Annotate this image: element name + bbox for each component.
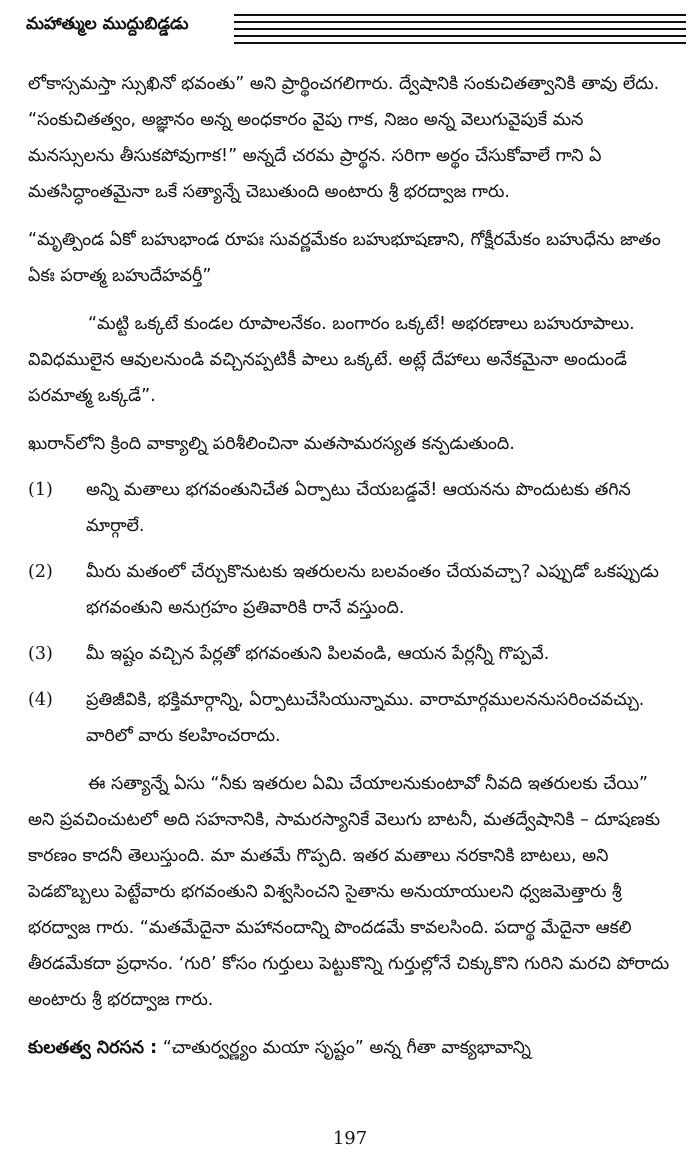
- header-rule: [234, 28, 686, 30]
- paragraph-3: ఖురాన్‌లోని క్రింది వాక్యాల్ని పరిశీలించినా మతసామరస్యత కన్పడుతుంది.: [28, 434, 515, 454]
- paragraph-5-text: “చాతుర్వర్ణ్యం మయా సృష్టం” అన్న గీతా వాక్యభావాన్ని: [157, 1038, 531, 1058]
- sanskrit-verse: “మృత్పిండ ఏకో బహుభాండ రూపః సువర్ణమేకం బహుభూషణాని, గోక్షీరమేకం బహుధేను జాతం ఏకః పరాత్మ బహుదేహవర్తీ”: [28, 230, 661, 286]
- list-text: అన్ని మతాలు భగవంతునిచేత ఏర్పాటు చేయబడ్డవే! ఆయనను పొందుటకు తగిన మార్గాలే.: [86, 480, 631, 536]
- list-number: (3): [28, 644, 53, 664]
- list-item: [28, 636, 672, 672]
- header-rules: [234, 14, 686, 49]
- list-number: (1): [28, 480, 53, 500]
- page-header: [26, 8, 686, 54]
- list-text: ప్రతిజీవికి, భక్తిమార్గాన్ని, ఏర్పాటుచేసియున్నాము. వారామార్గములననుసరించవచ్చు. వారిలో వారు కలహించరాదు.: [86, 690, 645, 746]
- paragraph-4: ఈ సత్యాన్నే ఏసు “నీకు ఇతరుల ఏమి చేయాలనుకుంటావో నీవది ఇతరులకు చేయి” అని ప్రవచించుటలో అది సహనానికి, సామరస్యానికే వెలుగు బాటనీ, మతద్వేషానికి – దూషణకు కారణం కాదనీ తెలుస్తుంది. మా మతమే గొప్పది. ఇతర మతాలు నరకానికి బాటలు, అని పెడబొబ్బలు పెట్టేవారు భగవంతుని విశ్వసించని సైతాను అనుయాయులని ధ్వజమెత్తారు శ్రీ భరద్వాజ గారు. “మతమేదైనా మహానందాన్ని పొందడమే కావలసింది. పదార్థ మేదైనా ఆకలి తీరడమేకదా ప్రధానం. ‘గురి’ కోసం గుర్తులు పెట్టుకొన్ని గుర్తుల్లోనే చిక్కుకొని గురిని మరచి పోరాదు అంటారు శ్రీ భరద్వాజ గారు.: [28, 774, 670, 1010]
- header-rule: [234, 35, 686, 37]
- list-text: మీరు మతంలో చేర్చుకొనుటకు ఇతరులను బలవంతం చేయవచ్చా? ఎప్పుడో ఒకప్పుడు భగవంతుని అనుగ్రహం ప్రతివారికి రానే వస్తుంది.: [86, 562, 659, 618]
- header-rule: [234, 42, 686, 44]
- page-number: 197: [332, 1128, 368, 1149]
- list-number: (2): [28, 562, 53, 582]
- page-body: [28, 66, 672, 1066]
- list-item: [28, 682, 672, 754]
- paragraph-1: లోకాస్సమస్తా స్సుఖినో భవంతు” అని ప్రార్థించగలిగారు. ద్వేషానికి సంకుచితత్వానికి తావు లేదు. “సంకుచితత్వం, అజ్ఞానం అన్న అంధకారం వైపు గాక, నిజం అన్న వెలుగువైపుకే మన మనస్సులను తీసుకపోవుగాక!” అన్నదే చరమ ప్రార్థన. సరిగా అర్థం చేసుకోవాలే గాని ఏ మతసిద్ధాంతమైనా ఒకే సత్యాన్నే చెబుతుంది అంటారు శ్రీ భరద్వాజ గారు.: [28, 74, 660, 202]
- section-label: కులతత్వ నిరసన :: [28, 1038, 158, 1058]
- list-item: [28, 554, 672, 626]
- list-item: [28, 472, 672, 544]
- list-number: (4): [28, 690, 53, 710]
- paragraph-5: [28, 1030, 672, 1066]
- header-rule: [234, 21, 686, 23]
- running-header-title: మహాత్ముల ముద్దుబిడ్డడు: [26, 14, 189, 34]
- list-text: మీ ఇష్టం వచ్చిన పేర్లతో భగవంతుని పిలవండి, ఆయన పేర్లన్నీ గొప్పవే.: [86, 644, 550, 664]
- header-rule: [234, 14, 686, 16]
- paragraph-2: “మట్టి ఒక్కటే కుండల రూపాలనేకం. బంగారం ఒక్కటే! అభరణాలు బహురూపాలు. వివిధములైన ఆవులనుండి వచ్చినప్పటికీ పాలు ఒక్కటే. అట్లే దేహాలు అనేకమైనా అందుండే పరమాత్మ ఒక్కడే”.: [28, 314, 635, 406]
